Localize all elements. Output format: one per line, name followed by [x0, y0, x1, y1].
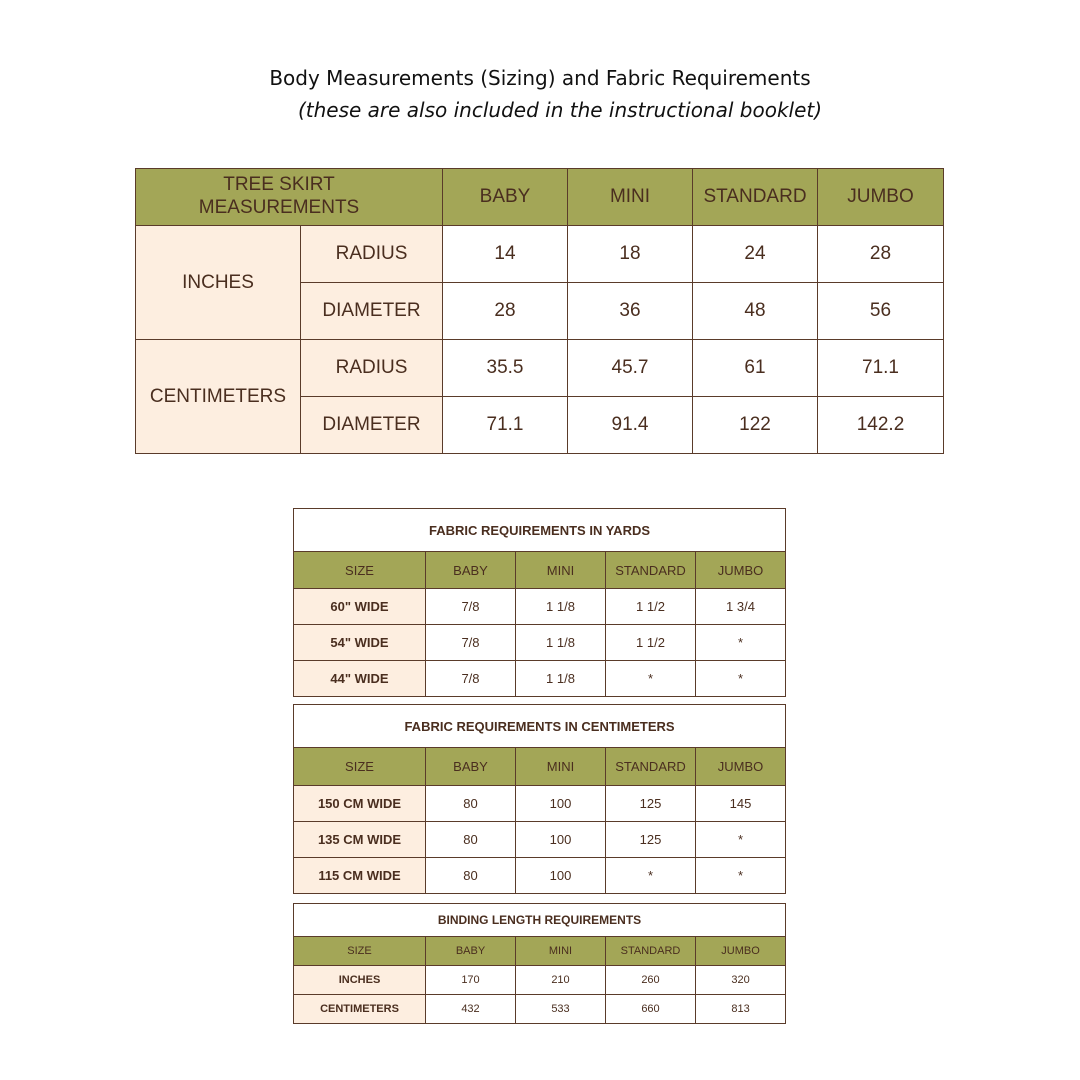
column-header: MINI	[516, 937, 606, 966]
size-header: MINI	[568, 169, 693, 226]
column-header: MINI	[516, 748, 606, 786]
unit-label: INCHES	[136, 226, 301, 340]
table-title: BINDING LENGTH REQUIREMENTS	[294, 904, 786, 937]
cell: 660	[606, 995, 696, 1024]
column-header: BABY	[426, 552, 516, 589]
page-title: Body Measurements (Sizing) and Fabric Requirements	[269, 66, 811, 90]
size-header: BABY	[443, 169, 568, 226]
column-header: SIZE	[294, 937, 426, 966]
cell: 80	[426, 822, 516, 858]
cell: 100	[516, 858, 606, 894]
cell: 91.4	[568, 397, 693, 454]
column-header: STANDARD	[606, 748, 696, 786]
cell: 100	[516, 822, 606, 858]
cell: 260	[606, 966, 696, 995]
column-header: MINI	[516, 552, 606, 589]
row-label: CENTIMETERS	[294, 995, 426, 1024]
cell: 24	[693, 226, 818, 283]
cell: *	[696, 661, 786, 697]
table-header: TREE SKIRT MEASUREMENTS	[136, 169, 443, 226]
cell: *	[696, 822, 786, 858]
unit-label: CENTIMETERS	[136, 340, 301, 454]
cell: 170	[426, 966, 516, 995]
cell: 48	[693, 283, 818, 340]
column-header: BABY	[426, 937, 516, 966]
cell: 14	[443, 226, 568, 283]
cell: 320	[696, 966, 786, 995]
cell: 61	[693, 340, 818, 397]
cell: 813	[696, 995, 786, 1024]
column-header: STANDARD	[606, 552, 696, 589]
row-label: RADIUS	[301, 340, 443, 397]
table-title: FABRIC REQUIREMENTS IN CENTIMETERS	[294, 705, 786, 748]
cell: 125	[606, 786, 696, 822]
table-title: FABRIC REQUIREMENTS IN YARDS	[294, 509, 786, 552]
cell: 142.2	[818, 397, 944, 454]
table-row	[294, 661, 786, 697]
cell: 432	[426, 995, 516, 1024]
cell: *	[606, 858, 696, 894]
column-header: JUMBO	[696, 552, 786, 589]
cell: 80	[426, 786, 516, 822]
size-header: STANDARD	[693, 169, 818, 226]
cell: 80	[426, 858, 516, 894]
row-label: DIAMETER	[301, 397, 443, 454]
row-label: RADIUS	[301, 226, 443, 283]
table-row	[294, 995, 786, 1024]
table-row	[294, 589, 786, 625]
table-row	[294, 625, 786, 661]
row-label: 150 CM WIDE	[294, 786, 426, 822]
row-label: 135 CM WIDE	[294, 822, 426, 858]
cell: 210	[516, 966, 606, 995]
cell: 100	[516, 786, 606, 822]
cell: 7/8	[426, 661, 516, 697]
cell: 71.1	[443, 397, 568, 454]
table-row	[294, 966, 786, 995]
row-label: 54" WIDE	[294, 625, 426, 661]
cell: 56	[818, 283, 944, 340]
column-header: BABY	[426, 748, 516, 786]
binding-length-table	[293, 903, 786, 1024]
row-label: 44" WIDE	[294, 661, 426, 697]
cell: 71.1	[818, 340, 944, 397]
page-subtitle: (these are also included in the instructional booklet)	[297, 98, 823, 122]
size-header: JUMBO	[818, 169, 944, 226]
row-label: INCHES	[294, 966, 426, 995]
cell: 28	[818, 226, 944, 283]
column-header: SIZE	[294, 552, 426, 589]
cell: 125	[606, 822, 696, 858]
table-row	[294, 786, 786, 822]
cell: *	[696, 858, 786, 894]
cell: 1 1/2	[606, 589, 696, 625]
row-label: 115 CM WIDE	[294, 858, 426, 894]
column-header: JUMBO	[696, 748, 786, 786]
cell: 1 1/8	[516, 661, 606, 697]
fabric-cm-table	[293, 704, 786, 894]
column-header: JUMBO	[696, 937, 786, 966]
cell: 7/8	[426, 589, 516, 625]
cell: 35.5	[443, 340, 568, 397]
column-header: STANDARD	[606, 937, 696, 966]
cell: 1 1/8	[516, 625, 606, 661]
cell: *	[606, 661, 696, 697]
cell: 36	[568, 283, 693, 340]
cell: 18	[568, 226, 693, 283]
fabric-yards-table	[293, 508, 786, 697]
row-label: 60" WIDE	[294, 589, 426, 625]
cell: 1 1/8	[516, 589, 606, 625]
cell: 533	[516, 995, 606, 1024]
table-row	[294, 858, 786, 894]
cell: *	[696, 625, 786, 661]
cell: 7/8	[426, 625, 516, 661]
cell: 1 3/4	[696, 589, 786, 625]
tree-skirt-measurements-table	[135, 168, 944, 454]
row-label: DIAMETER	[301, 283, 443, 340]
table-row	[294, 822, 786, 858]
cell: 122	[693, 397, 818, 454]
cell: 45.7	[568, 340, 693, 397]
cell: 1 1/2	[606, 625, 696, 661]
cell: 145	[696, 786, 786, 822]
column-header: SIZE	[294, 748, 426, 786]
cell: 28	[443, 283, 568, 340]
